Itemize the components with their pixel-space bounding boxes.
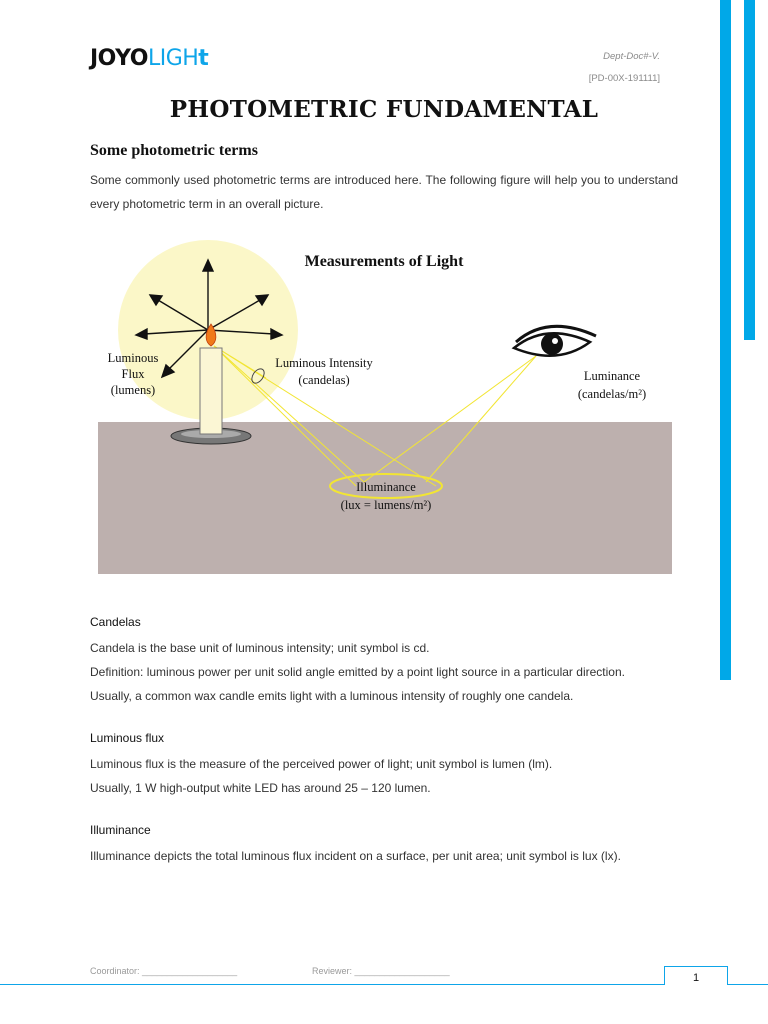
document-reference (589, 46, 660, 90)
accent-bar-thin (744, 0, 755, 340)
term-luminous-flux (90, 728, 690, 800)
luminance-label: Luminance (583, 369, 641, 383)
candle-body (200, 348, 222, 434)
luminance-label: (candelas/m²) (577, 387, 647, 401)
term-heading: Candelas (90, 615, 141, 629)
measurements-of-light-figure (96, 238, 672, 574)
footer-rule (0, 984, 768, 985)
term-line: Usually, 1 W high-output white LED has around 25 – 120 lumen. (90, 781, 431, 795)
eye-icon (514, 326, 596, 355)
reviewer-field: Reviewer: ___________________ (312, 966, 450, 976)
term-line: Definition: luminous power per unit solid angle emitted by a point light source in a particular direction. (90, 665, 625, 679)
term-heading: Illuminance (90, 823, 151, 837)
doc-code: Dept-Doc#-V. (603, 51, 660, 62)
flux-label: Luminous (107, 351, 159, 365)
intro-paragraph: Some commonly used photometric terms are introduced here. The following figure will help you to understand every photometric term in an overall picture. (90, 173, 678, 211)
term-line: Illuminance depicts the total luminous flux incident on a surface, per unit area; unit symbol is lux (lx). (90, 849, 621, 863)
term-line: Luminous flux is the measure of the perceived power of light; unit symbol is lumen (lm). (90, 757, 553, 771)
term-line: Usually, a common wax candle emits light with a luminous intensity of roughly one candela. (90, 689, 574, 703)
term-line: Candela is the base unit of luminous intensity; unit symbol is cd. (90, 641, 430, 655)
page-title: PHOTOMETRIC FUNDAMENTAL (169, 96, 599, 123)
term-illuminance (90, 820, 690, 868)
illuminance-label: (lux = lumens/m²) (340, 498, 432, 512)
intensity-label: (candelas) (298, 373, 350, 387)
doc-id: [PD-00X-191111] (588, 73, 660, 84)
intensity-label: Luminous Intensity (275, 356, 373, 370)
section-heading: Some photometric terms (90, 142, 258, 159)
illuminance-label: Illuminance (356, 480, 416, 494)
term-candelas (90, 612, 690, 708)
flux-label: (lumens) (110, 383, 156, 397)
company-logo: JOYOLIGHt (90, 46, 209, 71)
figure-title: Measurements of Light (304, 253, 464, 270)
page-number: 1 (664, 966, 728, 985)
flux-label: Flux (121, 367, 145, 381)
coordinator-field: Coordinator: ___________________ (90, 966, 238, 976)
term-heading: Luminous flux (90, 731, 165, 745)
